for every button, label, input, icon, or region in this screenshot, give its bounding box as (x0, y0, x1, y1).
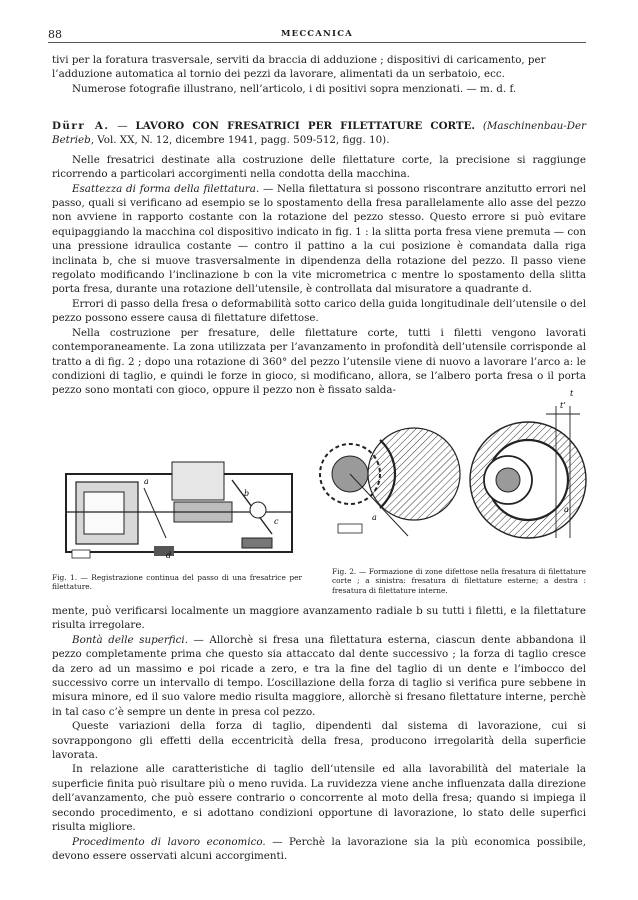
article-source-details: Vol. XX, N. 12, dicembre 1941, pagg. 509-512, figg. 10). (93, 134, 390, 147)
article-block-bottom (52, 604, 586, 863)
intro-line-3: Numerose fotografie illustrano, nell’articolo, i di positivi sopra menzionati. — m. d. f. (72, 82, 517, 95)
figure-1-label-a: a (144, 477, 149, 486)
running-title: MECCANICA (281, 29, 353, 39)
paragraph-esattezza-text: — Nella filettatura si possono riscontrare anzitutto errori nel passo, quali si verificano ad esempio se lo spostamento della fresa parallelamente allo asse del pezzo non avviene in rapporto costante con la rotazione del pezzo stesso. Questo errore si può evitare equipaggiando la macchina col dispositivo indicato in fig. 1 : la slitta porta fresa viene premuta — con una pressione idraulica costante — contro il pattino a la cui posizione è comandata dalla riga inclinata b, che si muove trasversalmente in dipendenza della rotazione del pezzo. Il passo viene regolato modificando l’inclinazione b con la vite micrometrica c mentre lo spostamento della slitta porta fresa, durante una rotazione dell’utensile, è controllata dal misuratore a quadrante d. (52, 182, 587, 296)
paragraph-procedimento (52, 835, 586, 864)
article-journal: (Maschinenbau-Der Betrieb, (52, 120, 587, 147)
figure-2-label-t-prime: t (570, 389, 574, 398)
section-heading-procedimento: Procedimento di lavoro economico. (72, 835, 266, 848)
figure-1-label-d: d (166, 551, 172, 560)
figure-1-label-b: b (244, 489, 250, 498)
page-number: 88 (48, 28, 62, 41)
paragraph-errori: Errori di passo della fresa o deformabilità sotto carico della guida longitudinale dell’utensile o del pezzo possono essere causa di filettature difettose. (52, 297, 586, 325)
paragraph-bonta (52, 633, 586, 719)
figure-1-label-c: c (274, 517, 279, 526)
article-block-top (52, 119, 586, 398)
figure-2-label-t: t’ (560, 401, 566, 410)
figure-1-caption: Fig. 1. — Registrazione continua del passo di una fresatrice per filettature. (52, 573, 302, 592)
paragraph-esattezza (52, 182, 586, 297)
article-author: Dürr A. (52, 120, 110, 132)
paragraph-relazione: In relazione alle caratteristiche di taglio dell’utensile ed alla lavorabilità del materiale la superficie finita può risultare più o meno ruvida. La ruvidezza viene anche influenzata dalla direzione dell’avanzamento, che può essere contrario o concorrente al moto della fresa; quando si impiega il secondo procedimento, e si adottano condizioni opportune di lavorazione, lo stato delle superfici risulta migliore. (52, 763, 586, 834)
figure-2-label-a-right: a (564, 505, 569, 514)
intro-block (52, 53, 586, 96)
figure-2-label-a-left: a (372, 513, 377, 522)
paragraph-nella: Nella costruzione per fresature, delle filettature corte, tutti i filetti vengono lavorati contemporaneamente. La zona utilizzata per l’avanzamento in profondità dell’utensile corrisponde al tratto a di fig. 2 ; dopo una rotazione di 360° del pezzo l’utensile viene di nuovo a lavorare l’arco a: le condizioni di taglio, e quindi le forze in gioco, si modificano, allora, se l’albero porta fresa o il porta pezzo sono montati con gioco, oppure il pezzo non è fissato salda- (52, 326, 586, 397)
figure-2-drawing (308, 388, 590, 564)
paragraph-procedimento-text: — Perchè la lavorazione sia la più economica possibile, devono essere osservati alcuni accorgimenti. (52, 835, 586, 862)
article-heading (52, 119, 586, 148)
intro-line-1: tivi per la foratura trasversale, serviti da braccia di adduzione ; dispositivi di caricamento, per (52, 54, 546, 66)
article-title: LAVORO CON FRESATRICI PER FILETTATURE CORTE. (135, 120, 476, 132)
intro-line-2: l’adduzione automatica al tornio dei pezzi da lavorare, alimentati da un serbatoio, ecc. (52, 68, 505, 81)
section-heading-bonta: Bontà delle superfici. (72, 633, 188, 646)
paragraph-bonta-text: — Allorchè si fresa una filettatura esterna, ciascun dente abbandona il pezzo completamente prima che questo sia attaccato dal dente successivo ; la forza di taglio cresce da zero ad un massimo e poi ricade a zero, e tra la fine del taglio di un dente e l’imbocco del successivo corre un intervallo di tempo. L’oscillazione della forza di taglio si verifica pure sebbene in misura minore, ed il suo valore medio risulta maggiore, allorchè si fresano filettature interne, perchè in tal caso c’è sempre un dente in presa col pezzo. (52, 633, 586, 718)
paragraph-mente: mente, può verificarsi localmente un maggiore avanzamento radiale b su tutti i filetti, e la filettature risulta irregolare. (52, 605, 586, 632)
section-heading-esattezza: Esattezza di forma della filettatura. (72, 182, 260, 195)
paragraph-nelle: Nelle fresatrici destinate alla costruzione delle filettature corte, la precisione si raggiunge ricorrendo a particolari accorgimenti nella condotta della macchina. (52, 153, 586, 181)
figure-2-caption: Fig. 2. — Formazione di zone difettose nella fresatura di filettature corte ; a sinistra: fresatura di filettature esterne; a destra : fresatura di filettature interne. (332, 567, 586, 595)
paragraph-queste: Queste variazioni della forza di taglio, dipendenti dal sistema di lavorazione, cui si sovrappongono gli effetti della eccentricità della fresa, producono irregolarità della superficie lavorata. (52, 720, 586, 762)
article-dash: — (109, 120, 136, 132)
figure-1-drawing (62, 458, 302, 568)
page-header (48, 28, 586, 43)
